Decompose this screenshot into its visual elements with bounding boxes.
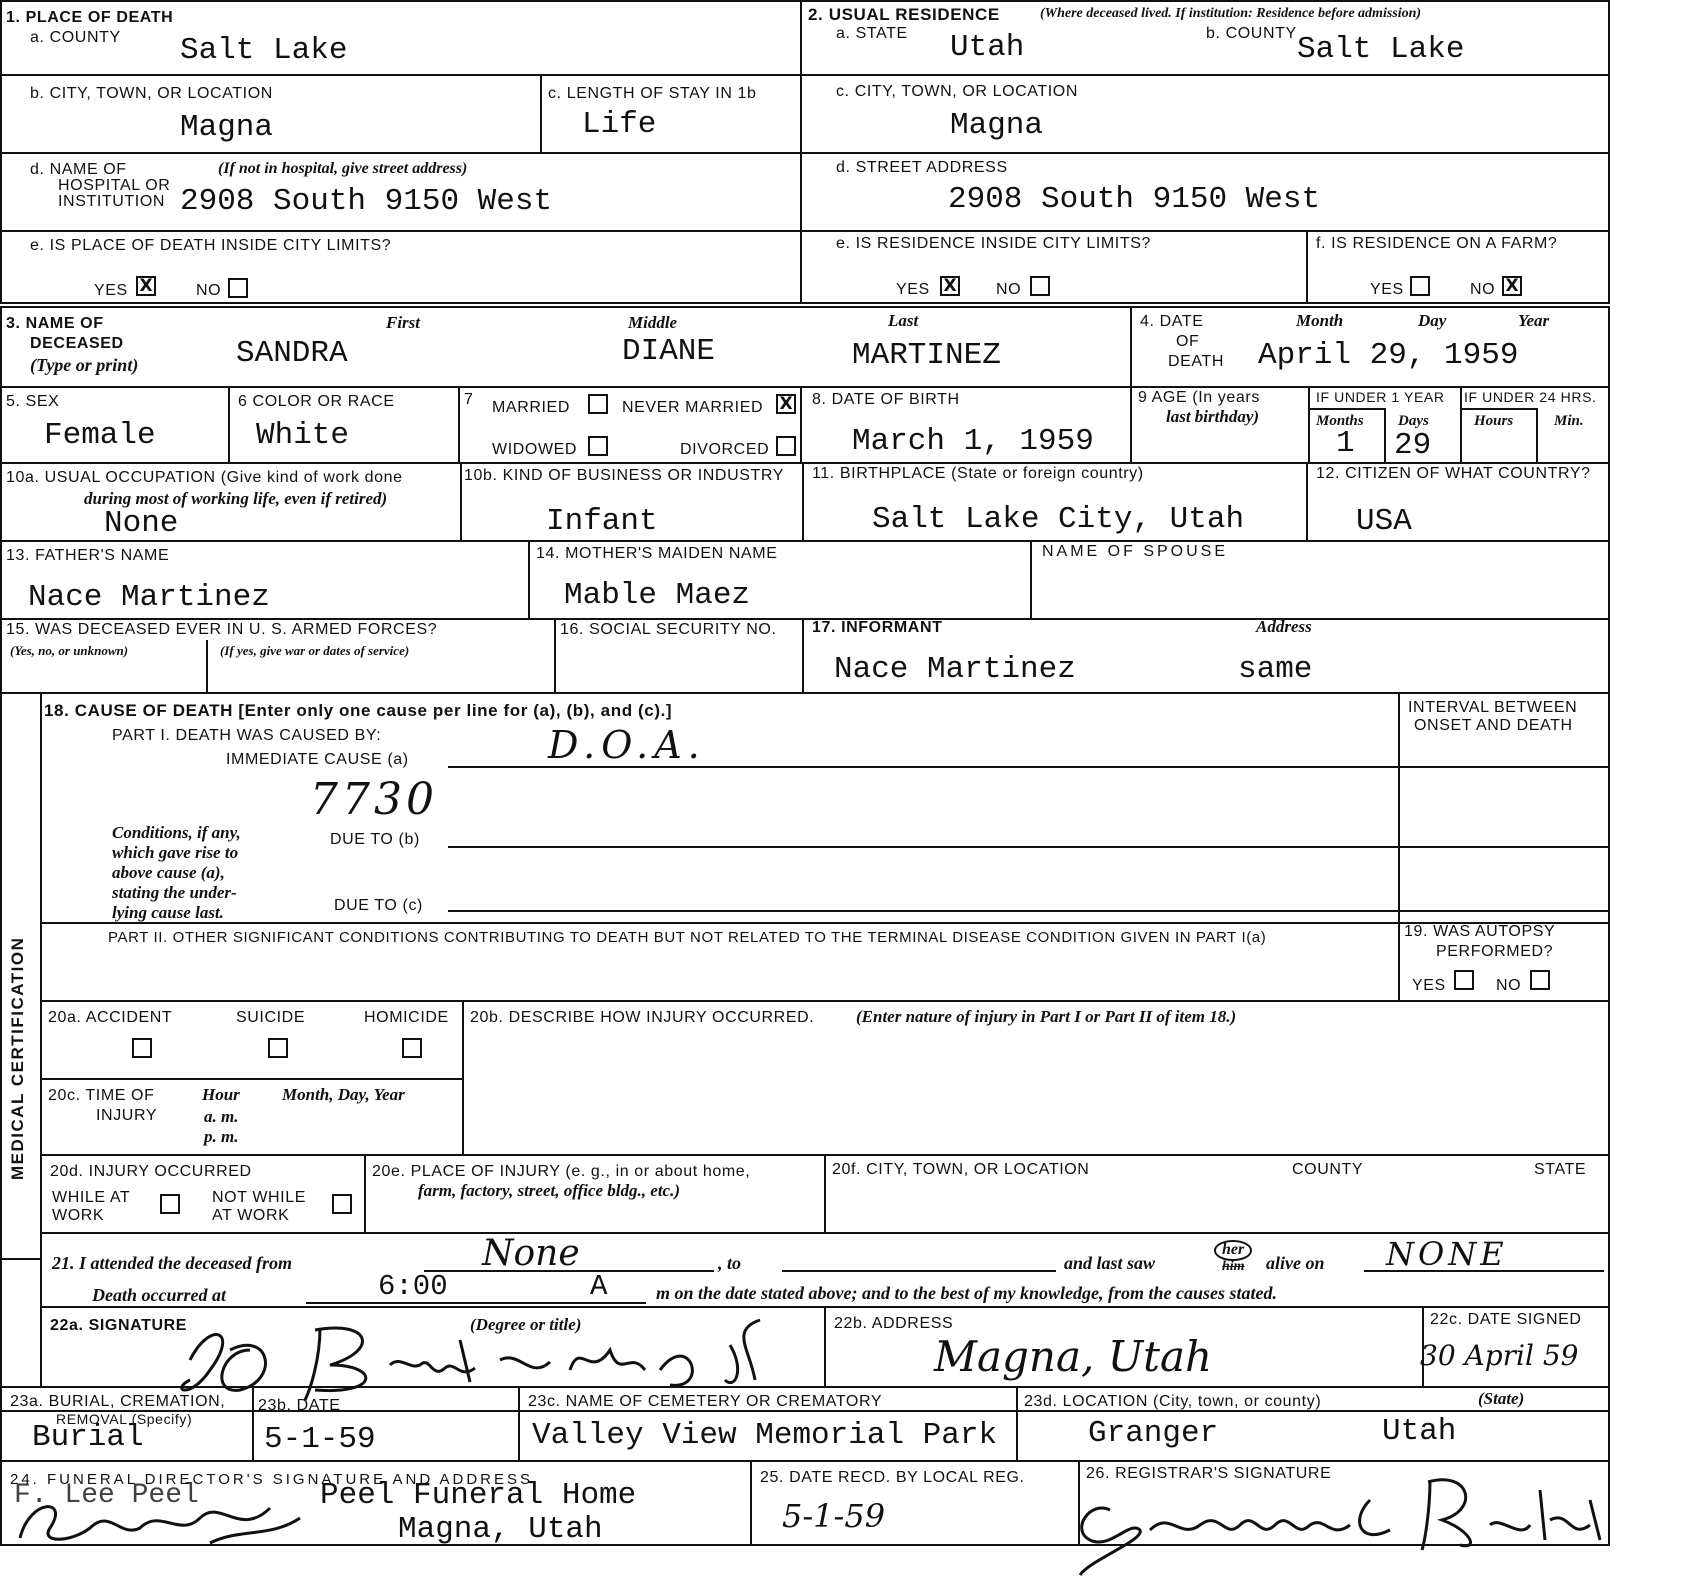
signature-address-label: 22b. ADDRESS	[834, 1315, 954, 1332]
due-to-c-label: DUE TO (c)	[334, 897, 423, 914]
injury-occurred-label: 20d. INJURY OCCURRED	[50, 1163, 252, 1180]
cemetery-label: 23c. NAME OF CEMETERY OR CREMATORY	[528, 1393, 883, 1410]
under-one-year-label: IF UNDER 1 YEAR	[1316, 389, 1445, 405]
name-label-b: DECEASED	[30, 335, 124, 352]
farm-label: f. IS RESIDENCE ON A FARM?	[1316, 235, 1558, 252]
am-label: a. m.	[204, 1107, 239, 1126]
part-one-label: PART I. DEATH WAS CAUSED BY:	[112, 727, 382, 744]
hospital-label-b: HOSPITAL OR	[58, 177, 171, 194]
county-label: a. COUNTY	[30, 29, 121, 46]
age-label-a: 9 AGE (In years	[1138, 389, 1260, 406]
date-of-death-label-b: OF	[1176, 333, 1200, 350]
death-city-value[interactable]: Magna	[180, 110, 274, 145]
usual-occupation-label-b: during most of working life, even if retired)	[84, 489, 388, 508]
last-name-label: Last	[888, 311, 919, 330]
accident-checkbox[interactable]	[132, 1038, 152, 1058]
date-of-birth-label: 8. DATE OF BIRTH	[812, 391, 960, 408]
street-address-label: d. STREET ADDRESS	[836, 159, 1008, 176]
injury-county-label: COUNTY	[1292, 1161, 1364, 1178]
autopsy-label-b: PERFORMED?	[1436, 943, 1554, 960]
death-limits-yes-checkbox[interactable]: X	[136, 276, 156, 296]
armed-forces-note-b: (If yes, give war or dates of service)	[220, 643, 410, 658]
hospital-label-a: d. NAME OF	[30, 161, 127, 178]
death-city-limits-label: e. IS PLACE OF DEATH INSIDE CITY LIMITS?	[30, 237, 392, 254]
marital-num: 7	[464, 391, 474, 408]
last-name-value[interactable]: MARTINEZ	[852, 338, 1001, 373]
days-label: Days	[1398, 413, 1429, 429]
sex-label: 5. SEX	[6, 393, 60, 410]
under-24-hours-label: IF UNDER 24 HRS.	[1464, 389, 1597, 405]
birthplace-label: 11. BIRTHPLACE (State or foreign country)	[812, 465, 1144, 482]
name-label-c: (Type or print)	[30, 355, 139, 375]
age-months-value[interactable]: 1	[1336, 426, 1355, 461]
mother-name-label: 14. MOTHER'S MAIDEN NAME	[536, 545, 778, 562]
burial-label-a: 23a. BURIAL, CREMATION,	[10, 1393, 226, 1410]
burial-value[interactable]: Burial	[32, 1420, 144, 1455]
spouse-label: NAME OF SPOUSE	[1042, 543, 1229, 560]
cemetery-state-label: (State)	[1478, 1389, 1525, 1408]
date-of-death-label-a: 4. DATE	[1140, 313, 1204, 330]
not-at-work-checkbox[interactable]	[332, 1194, 352, 1214]
place-of-injury-label-a: 20e. PLACE OF INJURY (e. g., in or about home,	[372, 1163, 751, 1180]
date-received-value[interactable]: 5-1-59	[782, 1497, 886, 1535]
alive-value[interactable]: NONE	[1386, 1235, 1508, 1273]
burial-date-value[interactable]: 5-1-59	[264, 1422, 376, 1457]
residence-county-value[interactable]: Salt Lake	[1297, 32, 1465, 67]
residence-city-value[interactable]: Magna	[950, 108, 1044, 143]
cemetery-value[interactable]: Valley View Memorial Park	[532, 1418, 998, 1453]
kind-of-business-label: 10b. KIND OF BUSINESS OR INDUSTRY	[464, 467, 785, 484]
death-day-label: Day	[1418, 311, 1447, 330]
interval-line-b	[1398, 846, 1610, 848]
interval-label-b: ONSET AND DEATH	[1414, 717, 1573, 734]
death-occurred-rest: m on the date stated above; and to the best of my knowledge, from the causes stated.	[656, 1283, 1277, 1303]
residence-state-label: a. STATE	[836, 25, 908, 42]
armed-forces-note-a: (Yes, no, or unknown)	[10, 643, 129, 658]
age-label-b: last birthday)	[1166, 407, 1260, 426]
farm-no-label: NO	[1470, 281, 1496, 298]
birthplace-value[interactable]: Salt Lake City, Utah	[872, 502, 1245, 537]
date-signed-value[interactable]: 30 April 59	[1420, 1339, 1579, 1372]
while-at-work-label-b: WORK	[52, 1207, 105, 1224]
funeral-home-line1[interactable]: Peel Funeral Home	[320, 1478, 637, 1513]
death-limits-no-label: NO	[196, 282, 222, 299]
autopsy-label-a: 19. WAS AUTOPSY	[1404, 923, 1556, 940]
informant-label: 17. INFORMANT	[812, 619, 943, 636]
conditions-c: above cause (a),	[112, 863, 225, 882]
due-to-c-line	[448, 910, 1398, 912]
suicide-label: SUICIDE	[236, 1009, 306, 1026]
part-two-label: PART II. OTHER SIGNIFICANT CONDITIONS CONTRIBUTING TO DEATH BUT NOT RELATED TO THE TERMINAL DISEASE CONDITION GIVEN IN PART I(a)	[108, 929, 1267, 946]
him-text: him	[1222, 1259, 1245, 1274]
autopsy-no-label: NO	[1496, 977, 1522, 994]
place-of-injury-label-b: farm, factory, street, office bldg., etc.)	[418, 1181, 681, 1200]
not-at-work-label-b: AT WORK	[212, 1207, 290, 1224]
usual-occupation-value[interactable]: None	[104, 506, 179, 541]
divorced-label: DIVORCED	[680, 441, 770, 458]
alive-text: alive on	[1266, 1253, 1325, 1273]
date-signed-label: 22c. DATE SIGNED	[1430, 1311, 1582, 1328]
date-of-death-label-c: DEATH	[1168, 353, 1225, 370]
injury-date-label: Month, Day, Year	[282, 1085, 405, 1104]
interval-line-c	[1398, 910, 1610, 912]
signature-address-value[interactable]: Magna, Utah	[934, 1332, 1213, 1381]
attended-to-text: , to	[718, 1253, 742, 1273]
race-value[interactable]: White	[256, 418, 350, 453]
conditions-a: Conditions, if any,	[112, 823, 241, 842]
immediate-cause-label: IMMEDIATE CAUSE (a)	[226, 751, 409, 768]
months-label: Months	[1316, 413, 1364, 429]
death-limits-no-checkbox[interactable]	[228, 278, 248, 298]
cemetery-state-value[interactable]: Utah	[1382, 1414, 1457, 1449]
not-at-work-label-a: NOT WHILE	[212, 1189, 307, 1206]
usual-occupation-label-a: 10a. USUAL OCCUPATION (Give kind of work done	[6, 469, 403, 486]
due-to-b-line	[448, 846, 1398, 848]
conditions-d: stating the under-	[112, 883, 237, 902]
hospital-label-c: INSTITUTION	[58, 193, 166, 210]
name-label-a: 3. NAME OF	[6, 315, 104, 332]
burial-date-label: 23b. DATE	[258, 1397, 341, 1414]
time-of-injury-label-b: INJURY	[96, 1107, 158, 1124]
registrar-signature	[1050, 1470, 1610, 1580]
death-county-value[interactable]: Salt Lake	[180, 33, 348, 68]
autopsy-yes-checkbox[interactable]	[1454, 970, 1474, 990]
citizen-value[interactable]: USA	[1356, 504, 1412, 539]
informant-name-value[interactable]: Nace Martinez	[834, 652, 1076, 687]
registrar-label: 26. REGISTRAR'S SIGNATURE	[1086, 1465, 1332, 1482]
father-name-label: 13. FATHER'S NAME	[6, 547, 170, 564]
injury-city-label: 20f. CITY, TOWN, OR LOCATION	[832, 1161, 1090, 1178]
mother-name-value[interactable]: Mable Maez	[564, 578, 751, 613]
burial-label-b: REMOVAL (Specify)	[56, 1411, 193, 1427]
armed-forces-split	[206, 640, 208, 694]
death-month-label: Month	[1296, 311, 1344, 330]
medical-certification-label: MEDICAL CERTIFICATION	[8, 936, 27, 1180]
death-time-value[interactable]: 6:00	[378, 1270, 448, 1303]
attended-from-value[interactable]: None	[482, 1233, 580, 1274]
divorced-checkbox[interactable]	[776, 436, 796, 456]
residence-limits-no-checkbox[interactable]	[1030, 276, 1050, 296]
signature-label: 22a. SIGNATURE	[50, 1317, 188, 1334]
attended-to-line	[782, 1270, 1056, 1272]
informant-address-label: Address	[1256, 617, 1312, 636]
death-limits-yes-label: YES	[94, 282, 128, 299]
social-security-label: 16. SOCIAL SECURITY NO.	[560, 621, 777, 638]
hours-label: Hours	[1474, 413, 1514, 429]
describe-injury-note: (Enter nature of injury in Part I or Part II of item 18.)	[856, 1007, 1237, 1026]
date-received-label: 25. DATE RECD. BY LOCAL REG.	[760, 1469, 1025, 1486]
armed-forces-label: 15. WAS DECEASED EVER IN U. S. ARMED FORCES?	[6, 621, 438, 638]
describe-injury-label: 20b. DESCRIBE HOW INJURY OCCURRED.	[470, 1009, 815, 1026]
kind-of-business-value[interactable]: Infant	[546, 504, 658, 539]
cause-code: 7730	[310, 774, 438, 825]
degree-label: (Degree or title)	[470, 1315, 582, 1334]
suicide-checkbox[interactable]	[268, 1038, 288, 1058]
never-married-label: NEVER MARRIED	[622, 399, 764, 416]
age-days-value[interactable]: 29	[1394, 428, 1432, 463]
length-of-stay-label: c. LENGTH OF STAY IN 1b	[548, 85, 757, 102]
residence-limits-yes-label: YES	[896, 281, 930, 298]
residence-state-value[interactable]: Utah	[950, 30, 1025, 65]
interval-line-a	[1398, 766, 1610, 768]
race-label: 6 COLOR OR RACE	[238, 393, 395, 410]
residence-city-limits-label: e. IS RESIDENCE INSIDE CITY LIMITS?	[836, 235, 1151, 252]
place-of-death-label: 1. PLACE OF DEATH	[6, 9, 174, 26]
autopsy-no-checkbox[interactable]	[1530, 970, 1550, 990]
length-of-stay-value[interactable]: Life	[582, 107, 657, 142]
interval-label-a: INTERVAL BETWEEN	[1408, 699, 1578, 716]
widowed-checkbox[interactable]	[588, 436, 608, 456]
cause-of-death-label: 18. CAUSE OF DEATH [Enter only one cause per line for (a), (b), and (c).]	[44, 701, 673, 720]
widowed-label: WIDOWED	[492, 441, 578, 458]
father-name-value[interactable]: Nace Martinez	[28, 580, 270, 615]
farm-yes-checkbox[interactable]	[1410, 276, 1430, 296]
residence-county-label: b. COUNTY	[1206, 25, 1297, 42]
date-of-death-value[interactable]: April 29, 1959	[1258, 338, 1519, 373]
informant-address-value[interactable]: same	[1238, 652, 1313, 687]
homicide-checkbox[interactable]	[402, 1038, 422, 1058]
date-of-birth-value[interactable]: March 1, 1959	[852, 424, 1094, 459]
death-year-label: Year	[1518, 311, 1550, 330]
citizen-label: 12. CITIZEN OF WHAT COUNTRY?	[1316, 465, 1591, 482]
injury-state-label: STATE	[1534, 1161, 1587, 1178]
funeral-director-label: 24. FUNERAL DIRECTOR'S SIGNATURE AND ADDRESS	[10, 1471, 534, 1488]
last-saw-text: and last saw	[1064, 1253, 1156, 1273]
death-ampm-value[interactable]: A	[590, 1270, 608, 1303]
residence-city-label: c. CITY, TOWN, OR LOCATION	[836, 83, 1078, 100]
minutes-label: Min.	[1554, 413, 1584, 429]
death-city-label: b. CITY, TOWN, OR LOCATION	[30, 85, 273, 102]
married-label: MARRIED	[492, 399, 570, 416]
never-married-checkbox[interactable]: X	[776, 394, 796, 414]
attended-text: 21. I attended the deceased from	[52, 1253, 292, 1273]
conditions-e: lying cause last.	[112, 903, 224, 922]
funeral-home-line2[interactable]: Magna, Utah	[398, 1512, 603, 1547]
autopsy-yes-label: YES	[1412, 977, 1446, 994]
street-address-value[interactable]: 2908 South 9150 West	[948, 182, 1321, 217]
first-name-label: First	[386, 313, 421, 332]
usual-residence-label: 2. USUAL RESIDENCE	[808, 5, 1000, 24]
while-at-work-label-a: WHILE AT	[52, 1189, 131, 1206]
cemetery-city-value[interactable]: Granger	[1088, 1416, 1219, 1451]
sex-value[interactable]: Female	[44, 418, 156, 453]
cemetery-location-label: 23d. LOCATION (City, town, or county)	[1024, 1393, 1322, 1410]
farm-no-checkbox[interactable]: X	[1502, 276, 1522, 296]
homicide-label: HOMICIDE	[364, 1009, 449, 1026]
hospital-value[interactable]: 2908 South 9150 West	[180, 184, 553, 219]
usual-residence-note: (Where deceased lived. If institution: Residence before admission)	[1040, 6, 1422, 21]
death-occurred-text: Death occurred at	[92, 1285, 226, 1305]
due-to-b-label: DUE TO (b)	[330, 831, 420, 848]
immediate-cause-value[interactable]: D.O.A.	[548, 723, 706, 767]
hour-label: Hour	[202, 1085, 240, 1104]
her-text: her	[1214, 1240, 1252, 1261]
hospital-note: (If not in hospital, give street address)	[218, 160, 468, 177]
residence-limits-yes-checkbox[interactable]: X	[940, 276, 960, 296]
middle-name-label: Middle	[628, 313, 678, 332]
farm-yes-label: YES	[1370, 281, 1404, 298]
conditions-b: which gave rise to	[112, 843, 239, 862]
first-name-value[interactable]: SANDRA	[236, 336, 348, 371]
accident-label: 20a. ACCIDENT	[48, 1009, 173, 1026]
funeral-director-typed-name: F. Lee Peel	[14, 1480, 199, 1511]
married-checkbox[interactable]	[588, 394, 608, 414]
while-at-work-checkbox[interactable]	[160, 1194, 180, 1214]
pm-label: p. m.	[204, 1127, 239, 1146]
time-of-injury-label-a: 20c. TIME OF	[48, 1087, 155, 1104]
funeral-director-signature	[10, 1488, 310, 1548]
middle-name-value[interactable]: DIANE	[622, 334, 716, 369]
residence-limits-no-label: NO	[996, 281, 1022, 298]
